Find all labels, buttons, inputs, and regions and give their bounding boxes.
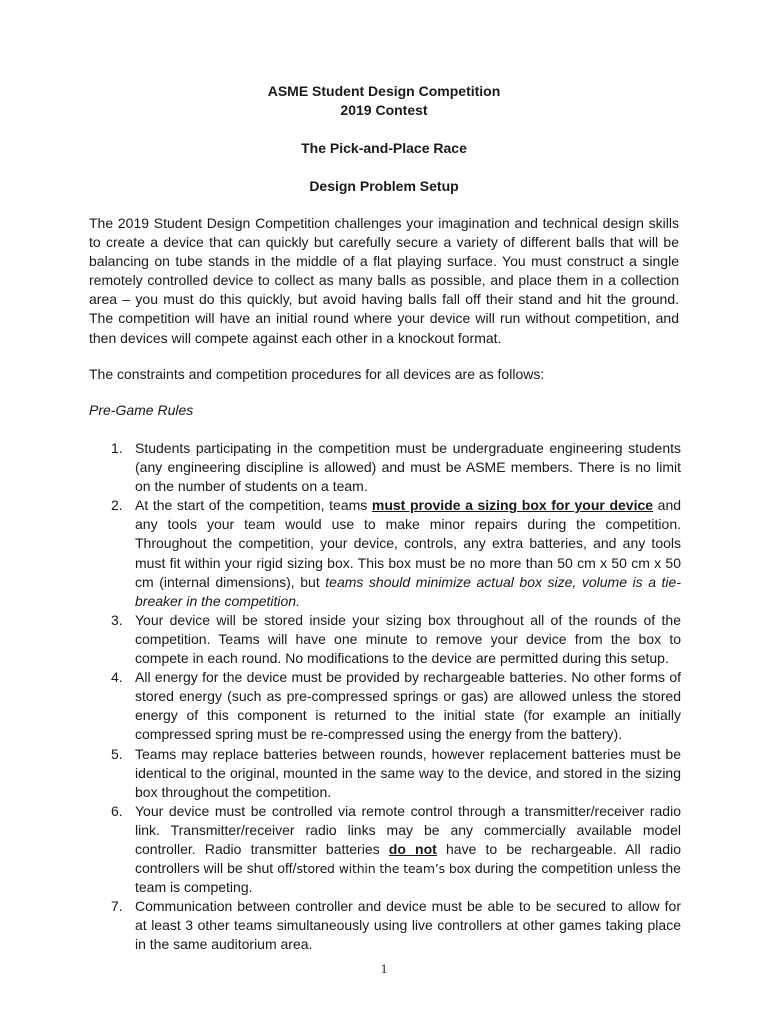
rule-text: At the start of the competition, teams xyxy=(135,497,372,514)
list-number: 1. xyxy=(111,440,123,456)
rule-italic: teams should minimize actual box size, volume is a tie-breaker in the competition. xyxy=(135,573,681,609)
rule-text: Your device will be stored inside your sizing box throughout all of the rounds of the competition. Teams will have one minute to remove your device from the box to compete in each round. No modifications to the device are permitted during this setup. xyxy=(135,611,681,667)
rule-text: during the competition unless the team is competing. xyxy=(135,860,681,896)
rule-text: have to be rechargeable. All radio controllers will be shut off/ xyxy=(135,840,681,877)
list-number: 2. xyxy=(111,497,123,514)
list-number: 3. xyxy=(111,611,123,628)
rule-text: Teams may replace batteries between rounds, however replacement batteries must be identical to the original, mounted in the same way to the device, and stored in the sizing box throughout the competition. xyxy=(135,745,681,800)
competition-name: ASME Student Design Competition xyxy=(267,83,501,99)
list-number: 7. xyxy=(111,898,123,915)
list-item xyxy=(89,496,681,611)
document-title: The Pick-and-Place Race xyxy=(301,140,467,156)
list-item xyxy=(89,668,681,744)
list-item xyxy=(89,439,681,496)
rule-emphasis: must provide a sizing box for your device xyxy=(371,497,654,514)
rule-text: Your device must be controlled via remote control through a transmitter/receiver radio link. Transmitter/receiver radio links may be any commercially available model controller. Radio transmitter batteries xyxy=(135,802,681,857)
rule-text: All energy for the device must be provided by rechargeable batteries. No other forms of stored energy (such as pre-compressed springs or gas) are allowed unless the stored energy of this component is returned to the initial state (for example an initially compressed spring must be re-compressed using the energy from the battery). xyxy=(135,669,681,743)
rules-list xyxy=(89,439,681,955)
contest-year: 2019 Contest xyxy=(340,102,428,118)
section-heading: Pre-Game Rules xyxy=(89,402,194,418)
list-item xyxy=(89,745,681,802)
list-item xyxy=(89,802,681,897)
list-item xyxy=(89,611,681,668)
intro-paragraph: The 2019 Student Design Competition challenges your imagination and technical design skills to create a device that can quickly but carefully secure a variety of different balls that will be balancing on tube stands in the middle of a flat playing surface. You must construct a single remotely controlled device to collect as many balls as possible, and place them in a collection area – you must do this quickly, but avoid having balls fall off their stand and hit the ground. The competition will have an initial round where your device will run without competition, and then devices will compete against each other in a knockout format. xyxy=(89,215,679,346)
rule-text: Communication between controller and device must be able to be secured to allow for at least 3 other teams simultaneously using live controllers at other games taking place in the same auditorium area. xyxy=(135,898,681,953)
list-number: 4. xyxy=(111,669,123,686)
document-subtitle: Design Problem Setup xyxy=(309,178,459,194)
list-number: 6. xyxy=(111,802,123,819)
list-number: 5. xyxy=(111,745,123,762)
rule-mono-text: stored within the team’s box xyxy=(296,861,471,877)
list-item xyxy=(89,897,681,954)
rule-text: Students participating in the competition must be undergraduate engineering students (any engineering discipline is allowed) and must be ASME members. There is no limit on the number of students on a team. xyxy=(135,440,681,495)
constraints-intro: The constraints and competition procedures for all devices are as follows: xyxy=(89,366,545,382)
rule-text: and any tools your team would use to make minor repairs during the competition. Throughout the competition, your device, controls, any extra batteries, and any tools must fit within your rigid sizing box. This box must be no more than 50 cm x 50 cm x 50 cm (internal dimensions), but xyxy=(135,497,682,590)
rule-emphasis: do not xyxy=(388,840,437,857)
page-number: 1 xyxy=(380,961,388,976)
